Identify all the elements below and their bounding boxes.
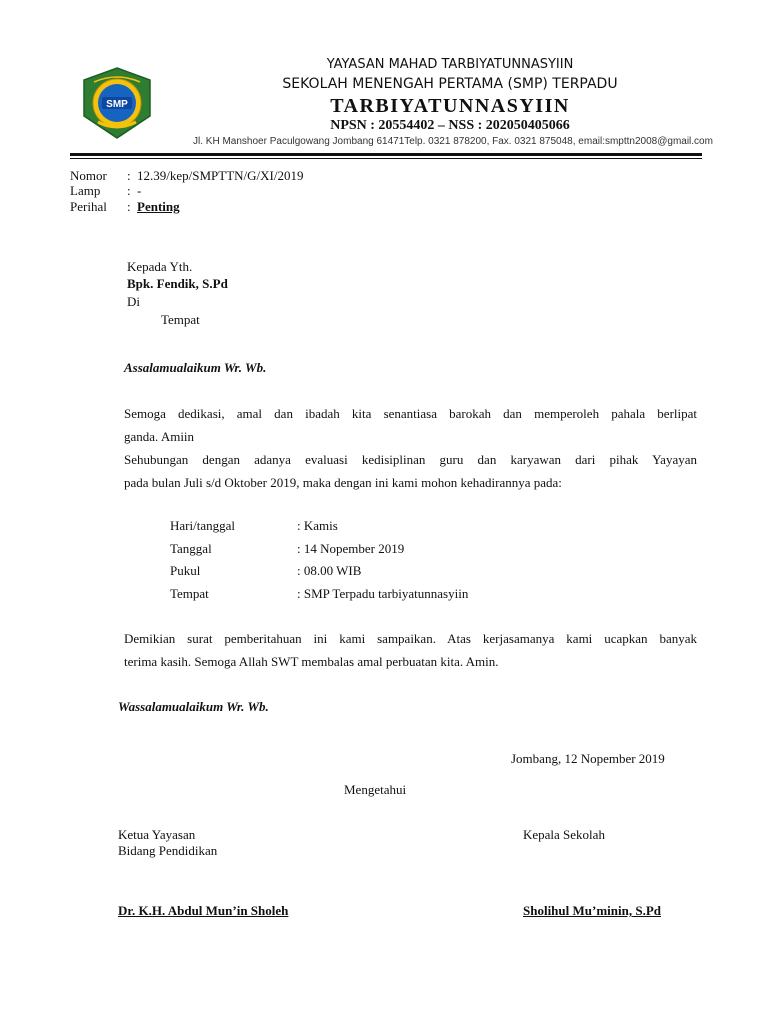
- closing-salam: Wassalamualaikum Wr. Wb.: [118, 699, 269, 714]
- perihal-value: Penting: [137, 199, 180, 214]
- letterhead-rule-thin: [70, 158, 702, 159]
- detail-value: : 08.00 WIB: [297, 563, 362, 578]
- detail-label: Tempat: [170, 586, 209, 601]
- body-paragraph: [124, 402, 697, 494]
- detail-label: Hari/tanggal: [170, 518, 235, 533]
- recipient-name: Bpk. Fendik, S.Pd: [127, 276, 228, 291]
- body-p2-line2: pada bulan Juli s/d Oktober 2019, maka dengan ini kami mohon kehadirannya pada:: [124, 475, 562, 490]
- place-date: Jombang, 12 Nopember 2019: [511, 751, 665, 766]
- recipient-place: Tempat: [161, 312, 200, 327]
- school-name: TARBIYATUNNASYIIN: [330, 95, 570, 117]
- closing-line1: Demikian surat pemberitahuan ini kami sampaikan. Atas kerjasamanya kami ucapkan banyak: [124, 631, 697, 646]
- body-p1-line1: Semoga dedikasi, amal dan ibadah kita senantiasa barokah dan memperoleh pahala berlipat: [124, 406, 697, 421]
- left-signer-title2: Bidang Pendidikan: [118, 843, 218, 858]
- foundation-name: YAYASAN MAHAD TARBIYATUNNASYIIN: [326, 57, 574, 72]
- detail-value: : SMP Terpadu tarbiyatunnasyiin: [297, 586, 469, 601]
- body-p1-line2: ganda. Amiin: [124, 429, 195, 444]
- nomor-value: 12.39/kep/SMPTTN/G/XI/2019: [137, 168, 304, 183]
- logo-text: SMP: [106, 99, 128, 110]
- detail-label: Pukul: [170, 563, 201, 578]
- lamp-colon: :: [127, 183, 131, 198]
- detail-value: : Kamis: [297, 518, 338, 533]
- lamp-label: Lamp: [70, 183, 101, 198]
- mengetahui: Mengetahui: [344, 782, 407, 797]
- nomor-label: Nomor: [70, 168, 107, 183]
- lamp-value: -: [137, 183, 142, 198]
- recipient-di: Di: [127, 294, 140, 309]
- perihal-label: Perihal: [70, 199, 107, 214]
- school-type: SEKOLAH MENENGAH PERTAMA (SMP) TERPADU: [282, 76, 618, 92]
- left-signer-name: Dr. K.H. Abdul Mun’in Sholeh: [118, 903, 289, 918]
- closing-line2: terima kasih. Semoga Allah SWT membalas amal perbuatan kita. Amin.: [124, 654, 499, 669]
- right-signer-title: Kepala Sekolah: [523, 827, 605, 842]
- letterhead-rule-thick: [70, 153, 702, 156]
- body-p2-line1: Sehubungan dengan adanya evaluasi kedisiplinan guru dan karyawan dari pihak Yayayan: [124, 452, 697, 467]
- recipient-to: Kepada Yth.: [127, 259, 193, 274]
- perihal-colon: :: [127, 199, 131, 214]
- detail-value: : 14 Nopember 2019: [297, 541, 405, 556]
- left-signer-title: Ketua Yayasan: [118, 827, 196, 842]
- closing-paragraph: [124, 627, 697, 673]
- greeting: Assalamualaikum Wr. Wb.: [124, 360, 267, 375]
- school-address: Jl. KH Manshoer Paculgowang Jombang 61471Telp. 0321 878200, Fax. 0321 875048, email:smpttn2008@gmail.com: [193, 136, 713, 147]
- nomor-colon: :: [127, 168, 131, 183]
- right-signer-name: Sholihul Mu’minin, S.Pd: [523, 903, 661, 918]
- school-logo: [80, 66, 154, 140]
- detail-label: Tanggal: [170, 541, 212, 556]
- school-ids: NPSN : 20554402 – NSS : 202050405066: [330, 118, 570, 133]
